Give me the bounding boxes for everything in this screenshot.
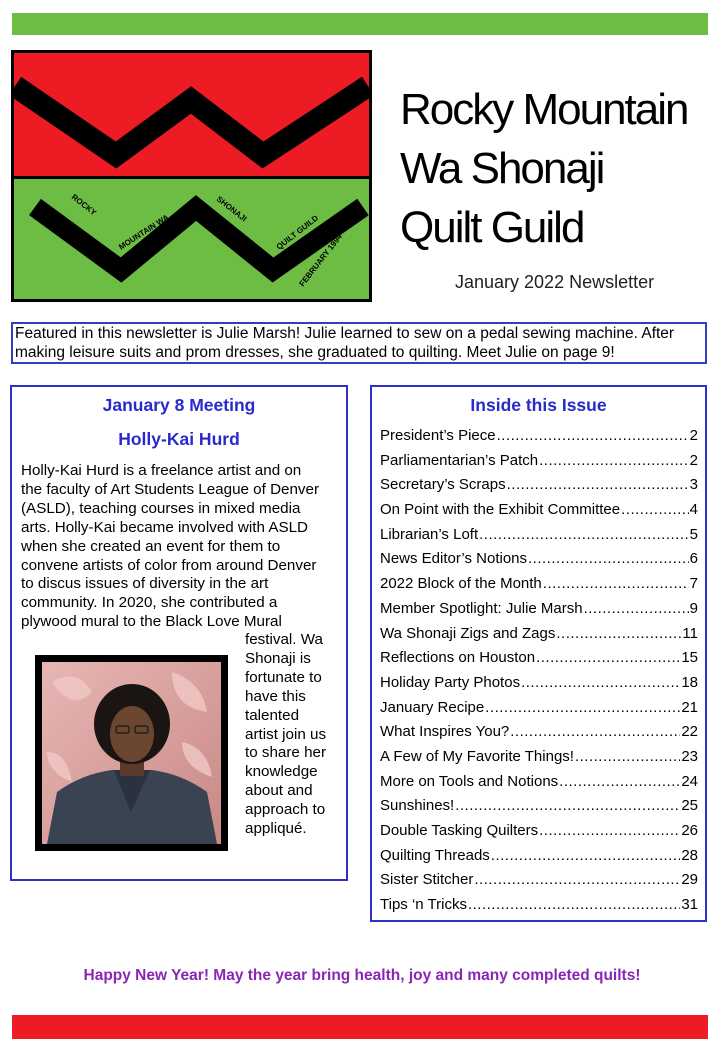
toc-item-label: Double Tasking Quilters [380, 822, 539, 839]
bio-line: Shonaji is [245, 649, 311, 667]
speaker-photo [35, 655, 228, 851]
toc-item-label: What Inspires You? [380, 723, 510, 741]
bottom-red-bar [12, 1015, 708, 1039]
toc-item[interactable] [380, 649, 698, 674]
toc-item-page: 9 [689, 599, 698, 617]
toc-leader [543, 575, 689, 592]
logo-graphic [11, 50, 372, 302]
logo-word-4: QUILT GUILD [274, 213, 321, 252]
toc-leader [485, 699, 680, 716]
toc-item-page: 3 [689, 476, 698, 494]
toc-item-label: Tips ‘n Tricks [380, 896, 467, 914]
toc-leader [510, 723, 680, 740]
toc-leader [556, 625, 681, 642]
toc-item-label: Holiday Party Photos [380, 673, 521, 691]
toc-item-label: Member Spotlight: Julie Marsh [380, 599, 583, 617]
title-line-3: Quilt Guild [400, 203, 584, 252]
logo-word-3: SHONAJI [214, 194, 249, 224]
toc-item[interactable] [380, 797, 698, 822]
table-of-contents [370, 385, 707, 922]
toc-item-page: 22 [681, 723, 698, 741]
toc-item-label: Quilting Threads [380, 846, 490, 864]
toc-item-page: 11 [682, 624, 698, 642]
featured-callout: Featured in this newsletter is Julie Marsh! Julie learned to sew on a pedal sewing machine. After making leisure suits and prom dresses, she graduated to quilting. Meet Julie on page 9! [11, 322, 707, 364]
toc-leader [528, 550, 689, 567]
bio-line: to discus issues of diversity in the art [21, 575, 269, 593]
bio-line: the faculty of Art Students League of Denver [21, 480, 320, 498]
toc-item-label: 2022 Block of the Month [380, 575, 542, 593]
speaker-bio [21, 462, 341, 632]
toc-item[interactable] [380, 452, 698, 477]
title-line-2: Wa Shonaji [400, 144, 604, 193]
bio-line: community. In 2020, she contributed a [21, 594, 278, 612]
toc-list [380, 427, 698, 921]
toc-item[interactable] [380, 871, 698, 896]
bio-line: Holly-Kai Hurd is a freelance artist and on [21, 462, 302, 479]
toc-item[interactable] [380, 773, 698, 798]
bio-line: (ASLD), teaching courses in mixed media [21, 499, 301, 517]
bio-line: to share her [245, 744, 327, 762]
toc-item[interactable] [380, 625, 698, 650]
toc-item-label: Parliamentarian’s Patch [380, 451, 539, 469]
toc-item-page: 7 [689, 575, 698, 593]
bio-line: have this [245, 687, 306, 705]
toc-item-page: 21 [681, 698, 698, 716]
toc-leader [536, 649, 680, 666]
toc-item-page: 15 [681, 649, 698, 667]
toc-item-label: Wa Shonaji Zigs and Zags [380, 624, 556, 642]
toc-item-page: 29 [681, 871, 698, 889]
meeting-box [10, 385, 348, 881]
toc-leader [539, 822, 680, 839]
toc-item-page: 18 [681, 673, 698, 691]
toc-item[interactable] [380, 674, 698, 699]
toc-item-page: 28 [681, 846, 698, 864]
footer-message: Happy New Year! May the year bring health, joy and many completed quilts! [83, 967, 641, 984]
toc-leader [491, 847, 681, 864]
toc-leader [621, 501, 689, 518]
toc-item[interactable] [380, 550, 698, 575]
toc-item[interactable] [380, 476, 698, 501]
toc-leader [474, 871, 680, 888]
toc-item[interactable] [380, 822, 698, 847]
toc-title: Inside this Issue [470, 395, 607, 415]
bio-line: convene artists of color from around Denver [21, 556, 317, 574]
toc-leader [521, 674, 680, 691]
toc-item-label: Librarian’s Loft [380, 525, 479, 543]
toc-item[interactable] [380, 600, 698, 625]
toc-leader [479, 526, 689, 543]
bio-line: appliqué. [245, 820, 307, 838]
bio-line: plywood mural to the Black Love Mural [21, 613, 282, 631]
toc-item-page: 31 [681, 896, 698, 914]
title-line-1: Rocky Mountain [400, 85, 688, 134]
toc-item[interactable] [380, 501, 698, 526]
toc-item-label: On Point with the Exhibit Committee [380, 501, 621, 519]
bio-line: when she created an event for them to [21, 537, 281, 555]
meeting-title: January 8 Meeting [102, 395, 256, 415]
bio-line: fortunate to [245, 668, 322, 686]
logo-word-2: MOUNTAIN WA [117, 212, 171, 252]
toc-leader [507, 476, 689, 493]
toc-leader [575, 748, 680, 765]
toc-item-page: 4 [689, 501, 698, 519]
bio-line: knowledge [245, 763, 318, 781]
toc-item[interactable] [380, 427, 698, 452]
bio-line: artist join us [245, 725, 327, 743]
toc-leader [559, 773, 680, 790]
bio-line: talented [245, 706, 300, 724]
toc-item[interactable] [380, 896, 698, 921]
speaker-name: Holly-Kai Hurd [118, 429, 240, 449]
toc-leader [455, 797, 680, 814]
bio-line: arts. Holly-Kai became involved with ASLD [21, 518, 308, 536]
toc-item[interactable] [380, 748, 698, 773]
bio-line: festival. Wa [245, 631, 323, 648]
toc-item[interactable] [380, 723, 698, 748]
bio-line: approach to [245, 801, 326, 819]
top-green-bar [12, 13, 708, 35]
toc-leader [468, 896, 680, 913]
speaker-bio-continued [245, 631, 341, 839]
toc-item[interactable] [380, 699, 698, 724]
toc-item-label: News Editor’s Notions [380, 550, 528, 568]
toc-item-label: Sister Stitcher [380, 871, 474, 889]
newsletter-title [400, 80, 720, 257]
logo-word-1: ROCKY [69, 192, 99, 218]
guild-logo [11, 50, 372, 302]
logo-word-5: FEBRUARY 1994 [297, 232, 344, 289]
toc-item-page: 5 [689, 525, 698, 543]
toc-item-page: 24 [681, 772, 698, 790]
toc-item-page: 26 [681, 822, 698, 839]
toc-item-label: A Few of My Favorite Things! [380, 747, 574, 765]
toc-item-label: Secretary’s Scraps [380, 476, 506, 494]
toc-leader [584, 600, 689, 617]
toc-item-page: 23 [681, 747, 698, 765]
toc-item-page: 25 [681, 797, 698, 815]
toc-item[interactable] [380, 847, 698, 872]
toc-item[interactable] [380, 575, 698, 600]
toc-item[interactable] [380, 526, 698, 551]
toc-item-label: January Recipe [380, 698, 485, 716]
toc-item-page: 2 [689, 451, 698, 469]
toc-item-page: 6 [689, 550, 698, 568]
toc-item-page: 2 [689, 427, 698, 444]
issue-date: January 2022 Newsletter [455, 272, 655, 292]
toc-leader [539, 452, 689, 469]
toc-leader [497, 427, 689, 444]
bio-line: about and [245, 782, 313, 800]
toc-item-label: More on Tools and Notions [380, 772, 559, 790]
toc-item-label: Reflections on Houston [380, 649, 536, 667]
speaker-portrait [42, 662, 221, 844]
toc-item-label: Sunshines! [380, 797, 455, 815]
toc-item-label: President’s Piece [380, 427, 496, 444]
